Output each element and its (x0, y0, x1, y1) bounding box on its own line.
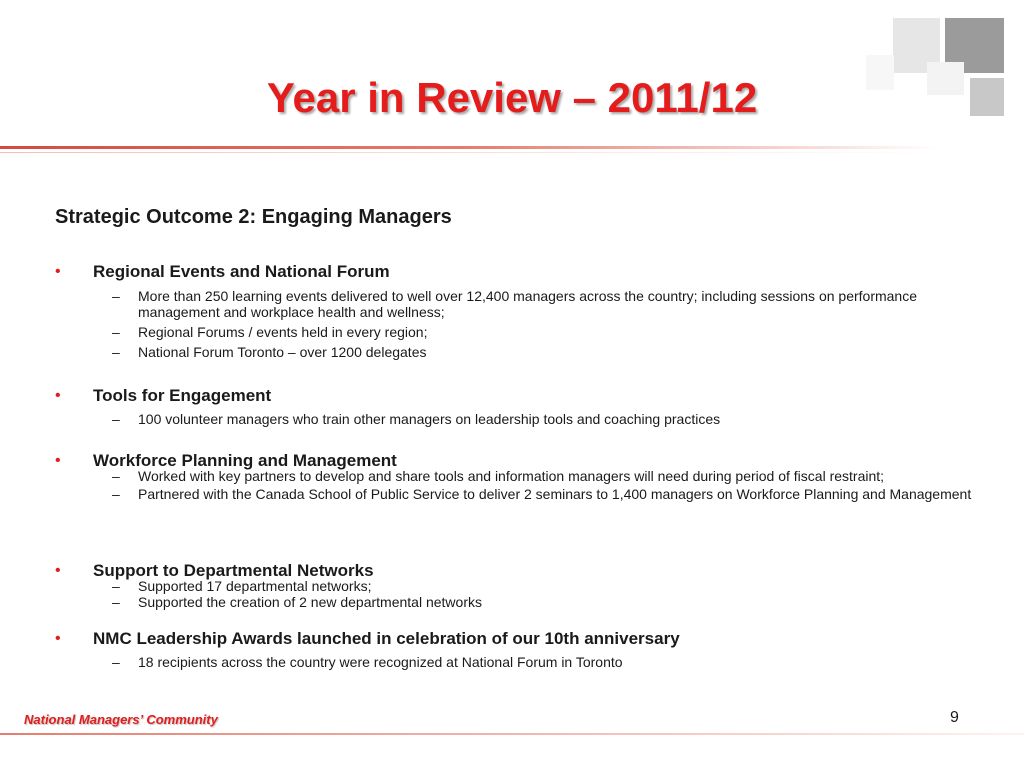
bullet-section (55, 451, 975, 506)
sub-item (112, 344, 975, 360)
footer-divider (0, 733, 1024, 735)
sub-item (112, 468, 975, 484)
bullet-section (55, 561, 975, 614)
sub-item-text: National Forum Toronto – over 1200 delegates (138, 344, 427, 360)
sub-item-text: Regional Forums / events held in every region; (138, 324, 428, 340)
section-subtitle: Strategic Outcome 2: Engaging Managers (55, 206, 452, 228)
dash-icon: – (112, 411, 120, 427)
sub-item-text: Supported the creation of 2 new departmental networks (138, 594, 482, 610)
bullet-heading: Support to Departmental Networks (93, 561, 374, 580)
dash-icon: – (112, 486, 120, 502)
bullet-heading: Tools for Engagement (93, 386, 272, 405)
dash-icon: – (112, 324, 120, 340)
sub-item (112, 486, 975, 502)
header-divider-shadow (0, 152, 940, 153)
dash-icon: – (112, 578, 120, 594)
sub-item (112, 288, 975, 320)
slide-title: Year in Review – 2011/12 (266, 74, 758, 121)
bullet-heading: Workforce Planning and Management (93, 451, 397, 470)
sub-item-text: 100 volunteer managers who train other managers on leadership tools and coaching practices (138, 411, 721, 427)
sub-item-text: 18 recipients across the country were recognized at National Forum in Toronto (138, 654, 623, 670)
bullet-heading-row (55, 386, 975, 406)
bullet-icon: • (55, 630, 61, 647)
bullet-icon: • (55, 562, 61, 579)
sub-item-text: Partnered with the Canada School of Public Service to deliver 2 seminars to 1,400 managers on Workforce Planning and Management (138, 486, 972, 502)
dash-icon: – (112, 344, 120, 360)
bullet-heading: NMC Leadership Awards launched in celebration of our 10th anniversary (93, 629, 680, 648)
sub-item (112, 594, 975, 610)
sub-item-text: Worked with key partners to develop and share tools and information managers will need during period of fiscal restraint; (138, 468, 885, 484)
bullet-heading-row (55, 629, 975, 649)
footer-organization: National Managers’ Community (24, 712, 218, 727)
sub-item-text: More than 250 learning events delivered to well over 12,400 managers across the country; including sessions on performance management and workplace health and wellness; (138, 288, 917, 320)
header-divider (0, 146, 940, 149)
bullet-heading: Regional Events and National Forum (93, 262, 390, 281)
page-number: 9 (950, 709, 959, 726)
sub-item (112, 324, 975, 340)
dash-icon: – (112, 594, 120, 610)
dash-icon: – (112, 468, 120, 484)
bullet-section (55, 262, 975, 364)
sub-item (112, 654, 975, 670)
sub-item (112, 578, 975, 594)
dash-icon: – (112, 654, 120, 670)
bullet-icon: • (55, 452, 61, 469)
dash-icon: – (112, 288, 120, 304)
sub-item (112, 411, 975, 427)
bullet-section (55, 386, 975, 431)
bullet-icon: • (55, 387, 61, 404)
bullet-icon: • (55, 263, 61, 280)
bullet-section (55, 629, 975, 674)
sub-item-text: Supported 17 departmental networks; (138, 578, 372, 594)
bullet-heading-row (55, 262, 975, 282)
